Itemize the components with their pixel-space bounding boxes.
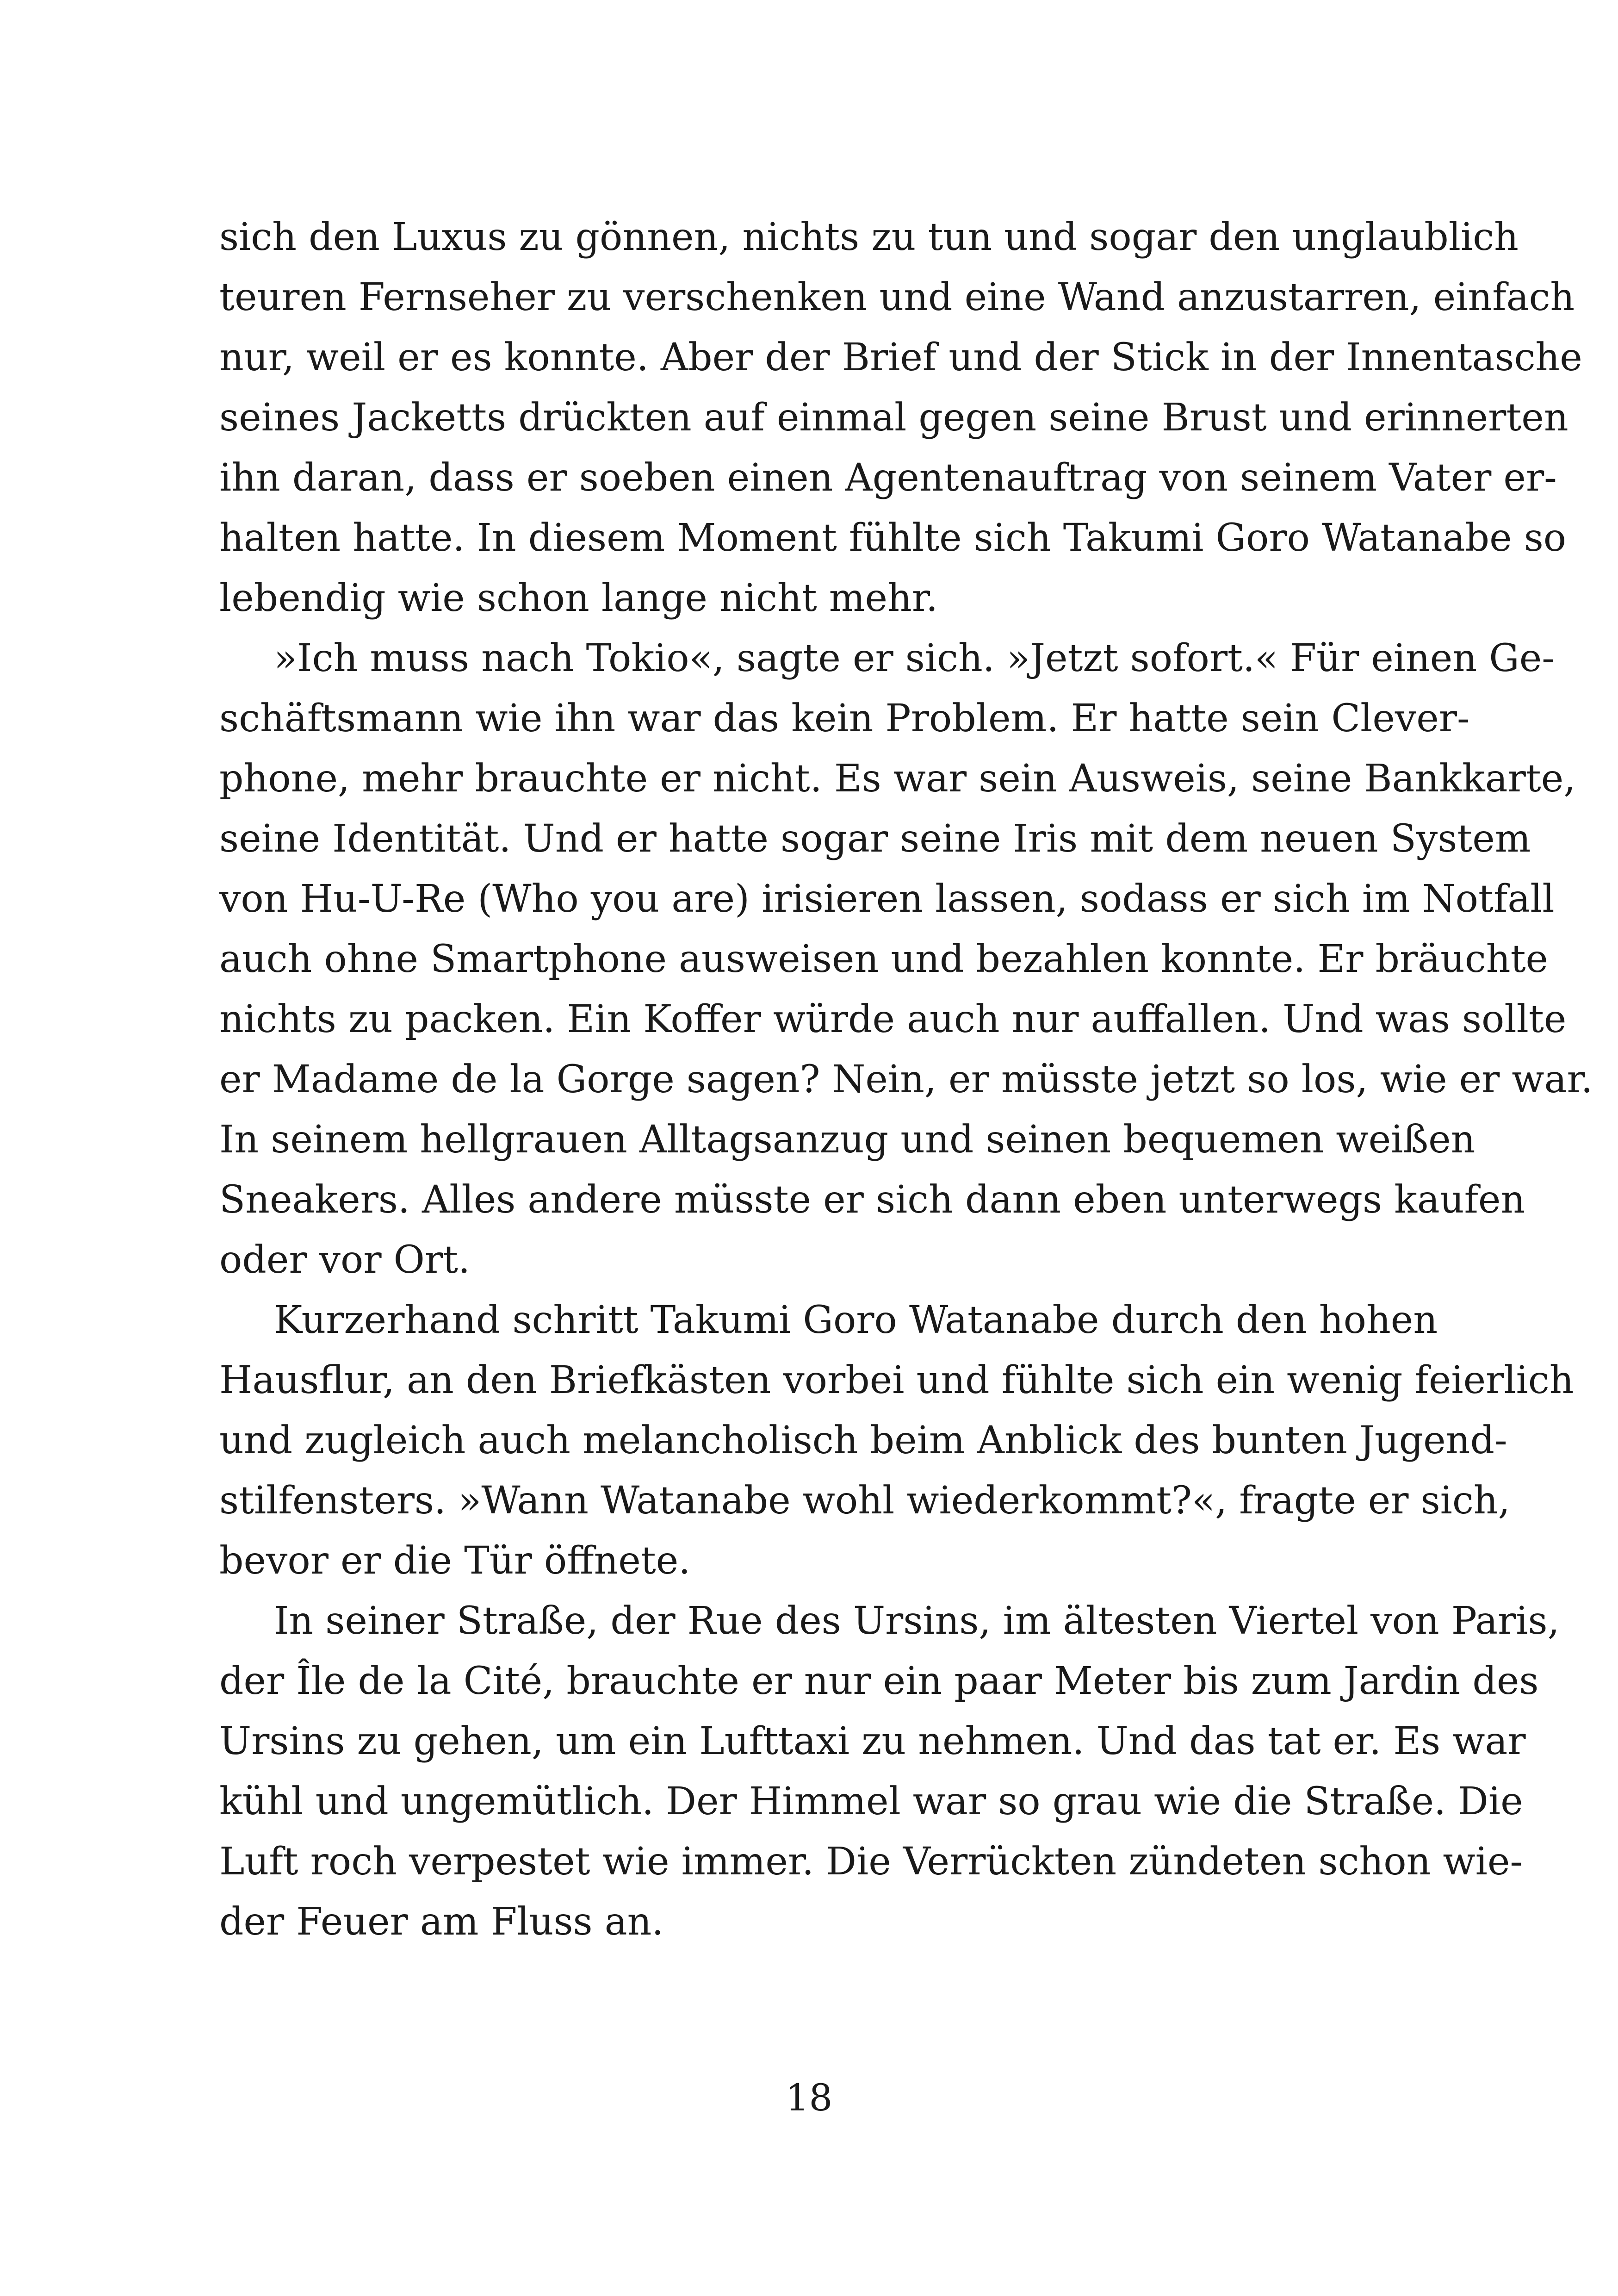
text-line: Ursins zu gehen, um ein Lufttaxi zu nehmen. Und das tat er. Es war — [219, 1719, 1526, 1763]
text-line: bevor er die Tür öffnete. — [219, 1539, 691, 1583]
text-line: lebendig wie schon lange nicht mehr. — [219, 576, 938, 620]
text-line: seines Jacketts drückten auf einmal gegen seine Brust und erinnerten — [219, 396, 1568, 440]
text-line: er Madame de la Gorge sagen? Nein, er müsste jetzt so los, wie er war. — [219, 1058, 1593, 1101]
text-line: der Feuer am Fluss an. — [219, 1900, 664, 1944]
text-line: der Île de la Cité, brauchte er nur ein paar Meter bis zum Jardin des — [219, 1659, 1539, 1703]
text-line: von Hu-U-Re (Who you are) irisieren lassen, sodass er sich im Notfall — [219, 877, 1555, 921]
text-line: schäftsmann wie ihn war das kein Problem. Er hatte sein Clever- — [219, 697, 1470, 740]
text-line: stilfensters. »Wann Watanabe wohl wiederkommt?«, fragte er sich, — [219, 1479, 1510, 1523]
text-line: Sneakers. Alles andere müsste er sich dann eben unterwegs kaufen — [219, 1178, 1525, 1222]
text-line: nur, weil er es konnte. Aber der Brief und der Stick in der Innentasche — [219, 336, 1582, 380]
text-line: Hausflur, an den Briefkästen vorbei und fühlte sich ein wenig feierlich — [219, 1358, 1574, 1402]
text-line: Kurzerhand schritt Takumi Goro Watanabe durch den hohen — [274, 1298, 1438, 1342]
page-number: 18 — [785, 2076, 833, 2119]
text-line: seine Identität. Und er hatte sogar seine Iris mit dem neuen System — [219, 817, 1531, 861]
text-line: teuren Fernseher zu verschenken und eine Wand anzustarren, einfach — [219, 275, 1575, 319]
text-line: phone, mehr brauchte er nicht. Es war sein Ausweis, seine Bankkarte, — [219, 757, 1576, 801]
text-line: In seinem hellgrauen Alltagsanzug und seinen bequemen weißen — [219, 1118, 1475, 1162]
text-line: nichts zu packen. Ein Koffer würde auch nur auffallen. Und was sollte — [219, 997, 1567, 1041]
text-line: In seiner Straße, der Rue des Ursins, im ältesten Viertel von Paris, — [274, 1599, 1560, 1643]
text-line: halten hatte. In diesem Moment fühlte sich Takumi Goro Watanabe so — [219, 516, 1567, 560]
text-line: Luft roch verpestet wie immer. Die Verrückten zündeten schon wie- — [219, 1840, 1523, 1884]
text-line: ihn daran, dass er soeben einen Agentenauftrag von seinem Vater er- — [219, 456, 1557, 500]
text-line: sich den Luxus zu gönnen, nichts zu tun und sogar den unglaublich — [219, 215, 1519, 259]
text-line: kühl und ungemütlich. Der Himmel war so grau wie die Straße. Die — [219, 1780, 1523, 1823]
text-line: »Ich muss nach Tokio«, sagte er sich. »Jetzt sofort.« Für einen Ge- — [274, 636, 1555, 680]
text-line: oder vor Ort. — [219, 1238, 471, 1282]
text-line: auch ohne Smartphone ausweisen und bezahlen konnte. Er bräuchte — [219, 937, 1549, 981]
text-line: und zugleich auch melancholisch beim Anblick des bunten Jugend- — [219, 1419, 1507, 1462]
